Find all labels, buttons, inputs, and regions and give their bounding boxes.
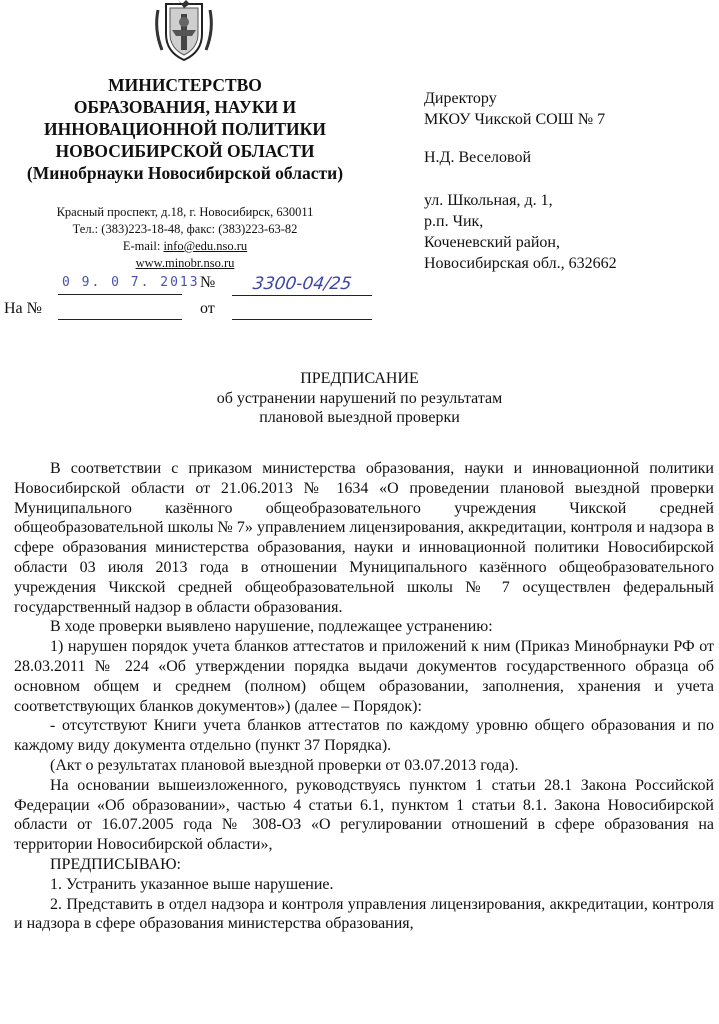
document-body <box>14 459 714 934</box>
website-link[interactable]: www.minobr.nso.ru <box>135 256 235 270</box>
ref-label: На № <box>4 300 42 317</box>
coat-of-arms-icon <box>152 0 216 62</box>
paragraph: 1. Устранить указанное выше нарушение. <box>50 875 334 893</box>
recipient-region: Новосибирская обл., 632662 <box>424 255 617 272</box>
title-heading: ПРЕДПИСАНИЕ <box>300 370 419 387</box>
number-sign: № <box>200 274 216 291</box>
recipient-street: ул. Школьная, д. 1, <box>424 192 553 209</box>
email-label: E-mail: <box>122 239 164 253</box>
number-underline <box>232 295 372 296</box>
title-subtitle-2: плановой выездной проверки <box>259 409 460 426</box>
ref-number-line <box>58 319 182 320</box>
registration-date: 0 9. 0 7. 2013 <box>62 275 200 290</box>
paragraph: (Акт о результатах плановой выездной проверки от 03.07.2013 года). <box>50 756 519 774</box>
title-subtitle: об устранении нарушений по результатам <box>216 389 503 407</box>
directive-heading: ПРЕДПИСЫВАЮ: <box>50 855 181 873</box>
ministry-line: МИНИСТЕРСТВО <box>108 75 262 95</box>
paragraph: В ходе проверки выявлено нарушение, подлежащее устранению: <box>50 618 493 636</box>
ministry-short-name: (Минобрнауки Новосибирской области) <box>26 163 344 183</box>
paragraph: На основании вышеизложенного, руководствуясь пунктом 1 статьи 28.1 Закона Российской Федерации «Об образовании», частью 4 статьи 6.1, пунктом 1 статьи 8.1. Закона Новосибирской области от 16.07.2005 года № 308-ОЗ «О регулировании отношений в сфере образования на территории Новосибирской области», <box>14 776 714 854</box>
ref-date-line <box>232 319 372 320</box>
postal-address: Красный проспект, д.18, г. Новосибирск, 630011 <box>56 205 314 219</box>
ministry-line: НОВОСИБИРСКОЙ ОБЛАСТИ <box>55 141 315 161</box>
ministry-address <box>10 204 360 272</box>
paragraph: - отсутствуют Книги учета бланков аттестатов по каждому уровню общего образования и по каждому виду документа отдельно (пункт 37 Порядка). <box>14 717 714 755</box>
document-title <box>0 369 719 428</box>
ministry-line: ОБРАЗОВАНИЯ, НАУКИ И <box>73 97 297 117</box>
from-label: от <box>200 300 215 317</box>
paragraph: 2. Представить в отдел надзора и контроля управления лицензирования, аккредитации, контроля и надзора в сфере образования министерства образования, <box>14 895 714 933</box>
recipient-district: Коченевский район, <box>424 234 560 251</box>
paragraph: 1) нарушен порядок учета бланков аттестатов и приложений к ним (Приказ Минобрнауки РФ от 28.03.2011 № 224 «Об утверждении порядка выдачи документов государственного образца об основном общем и среднем (полном) общем образовании, заполнения, хранения и учета соответствующих бланков документов») (далее – Порядок): <box>14 638 714 715</box>
recipient-position: Директору <box>424 90 497 107</box>
recipient-block <box>424 88 714 274</box>
ministry-name <box>0 74 370 184</box>
ministry-line: ИННОВАЦИОННОЙ ПОЛИТИКИ <box>44 119 326 139</box>
recipient-name: Н.Д. Веселовой <box>424 149 532 166</box>
paragraph: В соответствии с приказом министерства образования, науки и инновационной политики Новосибирской области от 21.06.2013 № 1634 «О проведении плановой выездной проверки Муниципального казённого общеобразовательного учреждения Чикской средней общеобразовательной школы № 7» управлением лицензирования, аккредитации, контроля и надзора в сфере образования министерства образования, науки и инновационной политики Новосибирской области 03 июля 2013 года в отношении Муниципального казённого общеобразовательного учреждения Чикской средней общеобразовательной школы № 7 осуществлен федеральный государственный надзор в области образования. <box>14 460 714 616</box>
recipient-school: МКОУ Чикской СОШ № 7 <box>424 111 606 128</box>
email-line <box>10 238 360 255</box>
phone-fax: Тел.: (383)223-18-48, факс: (383)223-63-82 <box>72 222 298 236</box>
date-underline <box>58 294 182 295</box>
registration-number: 3300-04/25 <box>251 274 353 294</box>
email-link[interactable]: info@edu.nso.ru <box>163 239 248 253</box>
recipient-town: р.п. Чик, <box>424 213 484 230</box>
